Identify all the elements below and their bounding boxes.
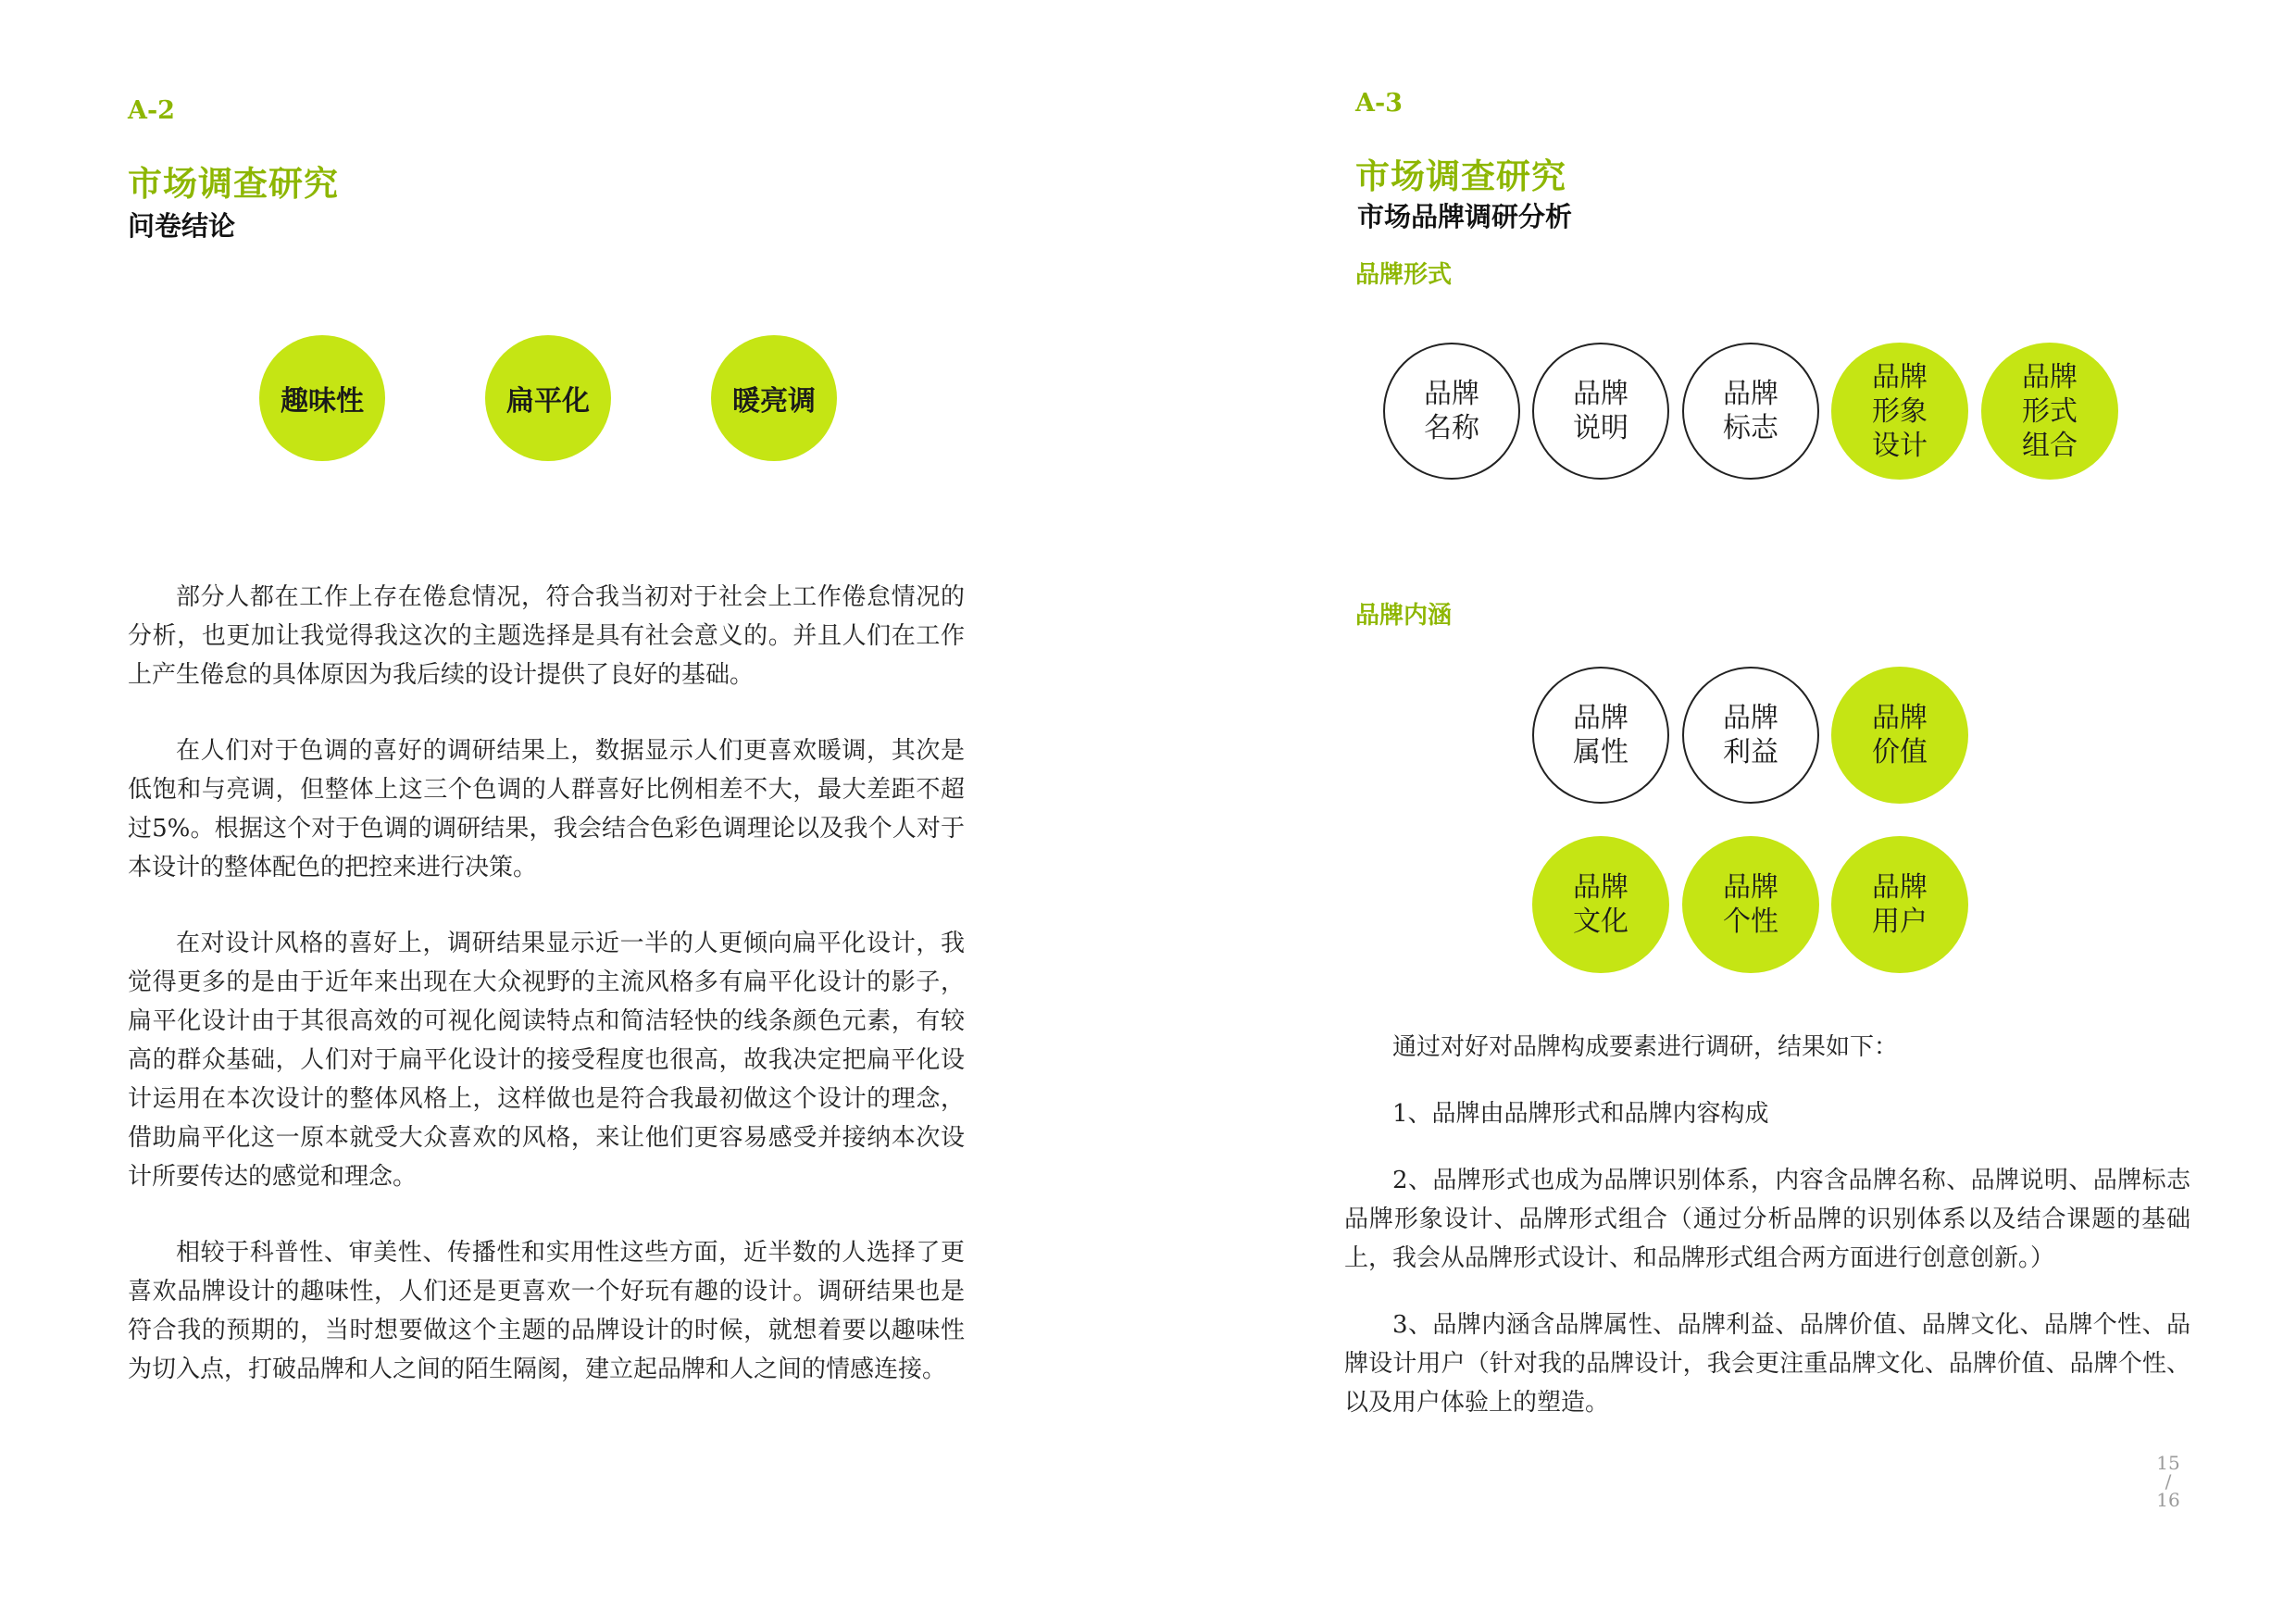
page-number-total: 16 [2156, 1489, 2180, 1511]
page-number-current: 15 [2156, 1452, 2180, 1474]
connotation-circle-attribute [1532, 667, 1669, 804]
right-body-text [1344, 1028, 2190, 1450]
paragraph: 2、品牌形式也成为品牌识别体系，内容含品牌名称、品牌说明、品牌标志品牌形象设计、品牌形式组合（通过分析品牌的识别体系以及结合课题的基础上，我会从品牌形式设计、和品牌形式组合两方面进行创意创新。） [1344, 1167, 2190, 1272]
brand-form-circle-name [1383, 343, 1520, 480]
paragraph: 3、品牌内涵含品牌属性、品牌利益、品牌价值、品牌文化、品牌个性、品牌设计用户（针对我的品牌设计，我会更注重品牌文化、品牌价值、品牌个性、以及用户体验上的塑造。 [1344, 1311, 2190, 1417]
connotation-circle-personality [1682, 836, 1819, 973]
keyword-label: 扁平化 [506, 385, 590, 418]
brand-form-circle-form-combination [1981, 343, 2118, 480]
connotation-circle-culture [1532, 836, 1669, 973]
keyword-label: 趣味性 [281, 385, 364, 418]
section-number-right: A-3 [1355, 89, 1403, 118]
paragraph: 在人们对于色调的喜好的调研结果上，数据显示人们更喜欢暖调，其次是低饱和与亮调，但整体上这三个色调的人群喜好比例相差不大，最大差距不超过5%。根据这个对于色调的调研结果，我会结合色彩色调理论以及我个人对于本设计的整体配色的把控来进行决策。 [128, 737, 965, 881]
paragraph: 通过对好对品牌构成要素进行调研，结果如下： [1392, 1033, 1899, 1061]
connotation-circle-value [1831, 667, 1968, 804]
circle-label: 品牌 名称 [1424, 378, 1479, 444]
brand-connotation-label: 品牌内涵 [1355, 602, 1453, 630]
page-number [2150, 1454, 2187, 1509]
keyword-label: 暖亮调 [732, 385, 816, 418]
circle-label: 品牌 形式 组合 [2022, 360, 2078, 462]
paragraph: 相较于科普性、审美性、传播性和实用性这些方面，近半数的人选择了更喜欢品牌设计的趣味性，人们还是更喜欢一个好玩有趣的设计。调研结果也是符合我的预期的，当时想要做这个主题的品牌设计的时候，就想着要以趣味性为切入点，打破品牌和人之间的陌生隔阂，建立起品牌和人之间的情感连接。 [128, 1239, 965, 1383]
circle-label: 品牌 说明 [1573, 378, 1628, 444]
page-title-left: 市场调查研究 [128, 163, 339, 204]
brand-form-circle-description [1532, 343, 1669, 480]
circle-label: 品牌 标志 [1723, 378, 1778, 444]
keyword-circle-fun [259, 335, 385, 461]
circle-label: 品牌 属性 [1573, 702, 1628, 768]
paragraph: 1、品牌由品牌形式和品牌内容构成 [1392, 1100, 1769, 1128]
page-number-separator: / [2165, 1470, 2172, 1493]
brand-form-circle-image-design [1831, 343, 1968, 480]
page-subtitle-left: 问卷结论 [128, 210, 236, 242]
circle-label: 品牌 个性 [1723, 871, 1778, 938]
connotation-circle-user [1831, 836, 1968, 973]
connotation-circle-benefit [1682, 667, 1819, 804]
circle-label: 品牌 用户 [1872, 871, 1928, 938]
circle-label: 品牌 价值 [1872, 702, 1928, 768]
left-body-text [128, 578, 965, 1426]
paragraph: 在对设计风格的喜好上，调研结果显示近一半的人更倾向扁平化设计，我觉得更多的是由于近年来出现在大众视野的主流风格多有扁平化设计的影子，扁平化设计由于其很高效的可视化阅读特点和简洁轻快的线条颜色元素，有较高的群众基础，人们对于扁平化设计的接受程度也很高，故我决定把扁平化设计运用在本次设计的整体风格上，这样做也是符合我最初做这个设计的理念，借助扁平化这一原本就受大众喜欢的风格，来让他们更容易感受并接纳本次设计所要传达的感觉和理念。 [128, 930, 965, 1191]
page-title-right: 市场调查研究 [1355, 156, 1566, 196]
circle-label: 品牌 利益 [1723, 702, 1778, 768]
circle-label: 品牌 文化 [1573, 871, 1628, 938]
brand-form-circle-logo [1682, 343, 1819, 480]
section-number-left: A-2 [128, 96, 175, 125]
page-subtitle-right: 市场品牌调研分析 [1357, 201, 1573, 232]
keyword-circle-flat [485, 335, 611, 461]
brand-form-label: 品牌形式 [1355, 261, 1453, 289]
keyword-circle-warm [711, 335, 837, 461]
circle-label: 品牌 形象 设计 [1872, 360, 1928, 462]
paragraph: 部分人都在工作上存在倦怠情况，符合我当初对于社会上工作倦怠情况的分析，也更加让我觉得我这次的主题选择是具有社会意义的。并且人们在工作上产生倦怠的具体原因为我后续的设计提供了良好的基础。 [128, 583, 965, 689]
